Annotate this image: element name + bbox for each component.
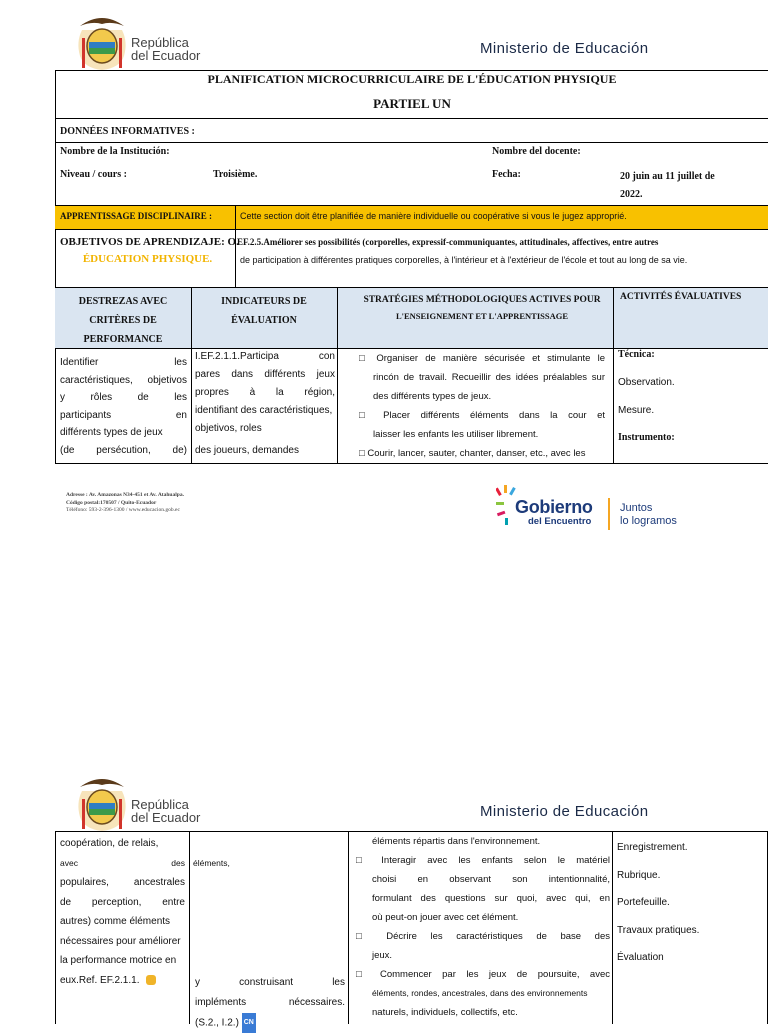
date-value: 20 juin au 11 juillet de 2022. xyxy=(620,171,715,200)
republic-name: República del Ecuador xyxy=(131,35,201,63)
objectives-subject: ÉDUCATION PHYSIQUE. xyxy=(82,253,213,265)
indicators-fragment: éléments, xyxy=(193,858,230,868)
info-section-label: DONNÉES INFORMATIVES : xyxy=(60,126,195,137)
column-header-strategies: STRATÉGIES MÉTHODOLOGIQUES ACTIVES POUR L'ENSEIGNEMENT ET L'APPRENTISSAGE xyxy=(363,295,601,321)
evaluation-cell-continued: Enregistrement. Rubrique. Portefeuille. Travaux pratiques. Évaluation xyxy=(617,842,700,963)
strategies-cell-continued: éléments répartis dans l'environnement. □ Interagir avec les enfants selon le matériel choisi en observant son intentionnalité, formulant des questions sur quoi, avec qui, en où peut-on jouer avec cet élément. □ Décrire les caractéristiques de base des jeux. □ Commencer par les jeux de poursuite, avec éléments, rondes, ancestrales, dans des environnements naturels, individuels, collectifs, etc. xyxy=(356,836,610,1018)
document-title: PLANIFICATION MICROCURRICULAIRE DE L'ÉDUCATION PHYSIQUE xyxy=(207,72,617,86)
strategies-cell: □ Organiser de manière sécurisée et stimulante le rincón de travail. Recueillir des idées préalables sur des différents types de jeux. □ Placer différents éléments dans la cour et laisser les enfants les utiliser librement. □ Courir, lancer, sauter, chanter, danser, etc., avec les xyxy=(359,353,605,459)
gobierno-subtext: del Encuentro xyxy=(528,516,592,527)
address-block: Adresse : Av. Amazonas N34-451 et Av. Atahualpa. Código postal:170507 / Quito-Ecuador Téléfono: 593-2-396-1300 / www.educacion.gob.ec xyxy=(66,492,184,513)
date-label: Fecha: xyxy=(492,169,521,180)
logo-divider xyxy=(608,498,610,530)
mesure-item: Mesure. xyxy=(618,405,655,416)
document-subtitle: PARTIEL UN xyxy=(373,96,451,111)
apprentissage-label: APPRENTISSAGE DISCIPLINAIRE : xyxy=(60,211,213,221)
objectives-label: OBJETIVOS DE APRENDIZAJE: O. xyxy=(60,236,239,248)
column-header-skills: DESTREZAS AVEC CRITÈRES DE PERFORMANCE xyxy=(78,296,168,345)
indicators-cell-continued: y construisant les impléments nécessaires. (S.2., I.2.) CN xyxy=(195,973,345,1034)
technique-label: Técnica: xyxy=(618,349,655,360)
instrument-label: Instrumento: xyxy=(618,432,675,443)
objectives-text: de participation à différentes pratiques corporelles, à l'intérieur et à l'extérieur de l'école et tout au long de sa vie. xyxy=(240,255,688,265)
gobierno-text: Gobierno xyxy=(515,497,593,517)
apprentissage-text: Cette section doit être planifiée de manière individuelle ou coopérative si vous le jugez approprié. xyxy=(240,211,627,221)
ecuador-crest-icon xyxy=(72,12,132,79)
level-value: Troisième. xyxy=(213,169,258,180)
skills-cell: Identifier les caractéristiques, objetivos y rôles de les participants en différents types de jeux (de persécution, de) xyxy=(60,357,187,456)
skills-cell-continued: coopération, de relais, avec des populaires, ancestrales de perception, entre autres) comme éléments nécessaires pour améliorer la performance motrice en eux.Ref. EF.2.1.1. xyxy=(60,838,185,986)
ministry-name: Ministerio de Educación xyxy=(480,803,649,820)
republic-name: República del Ecuador xyxy=(131,797,201,825)
anchor-icon xyxy=(146,975,156,985)
cn-badge-icon: CN xyxy=(242,1013,256,1033)
column-header-indicators: INDICATEURS DE ÉVALUATION xyxy=(221,296,307,326)
level-label: Niveau / cours : xyxy=(60,169,127,180)
ecuador-crest-icon xyxy=(72,773,132,840)
institution-label: Nombre de la Institución: xyxy=(60,146,170,157)
objectives-text-bold: EF.2.5.Améliorer ses possibilités (corporelles, expressif-communiquantes, attitudinales, affectives, entre autres xyxy=(237,237,659,247)
juntos-slogan: Juntos lo logramos xyxy=(620,502,677,527)
observation-item: Observation. xyxy=(618,377,675,388)
teacher-label: Nombre del docente: xyxy=(492,146,581,157)
ministry-name: Ministerio de Educación xyxy=(480,40,649,57)
indicators-cell: I.EF.2.1.1.Participa con pares dans différents jeux propres à la région, identifiant des caractéristiques, objetivos, roles des joueurs, demandes xyxy=(195,351,335,456)
column-header-evaluation: ACTIVITÉS ÉVALUATIVES xyxy=(620,292,742,302)
